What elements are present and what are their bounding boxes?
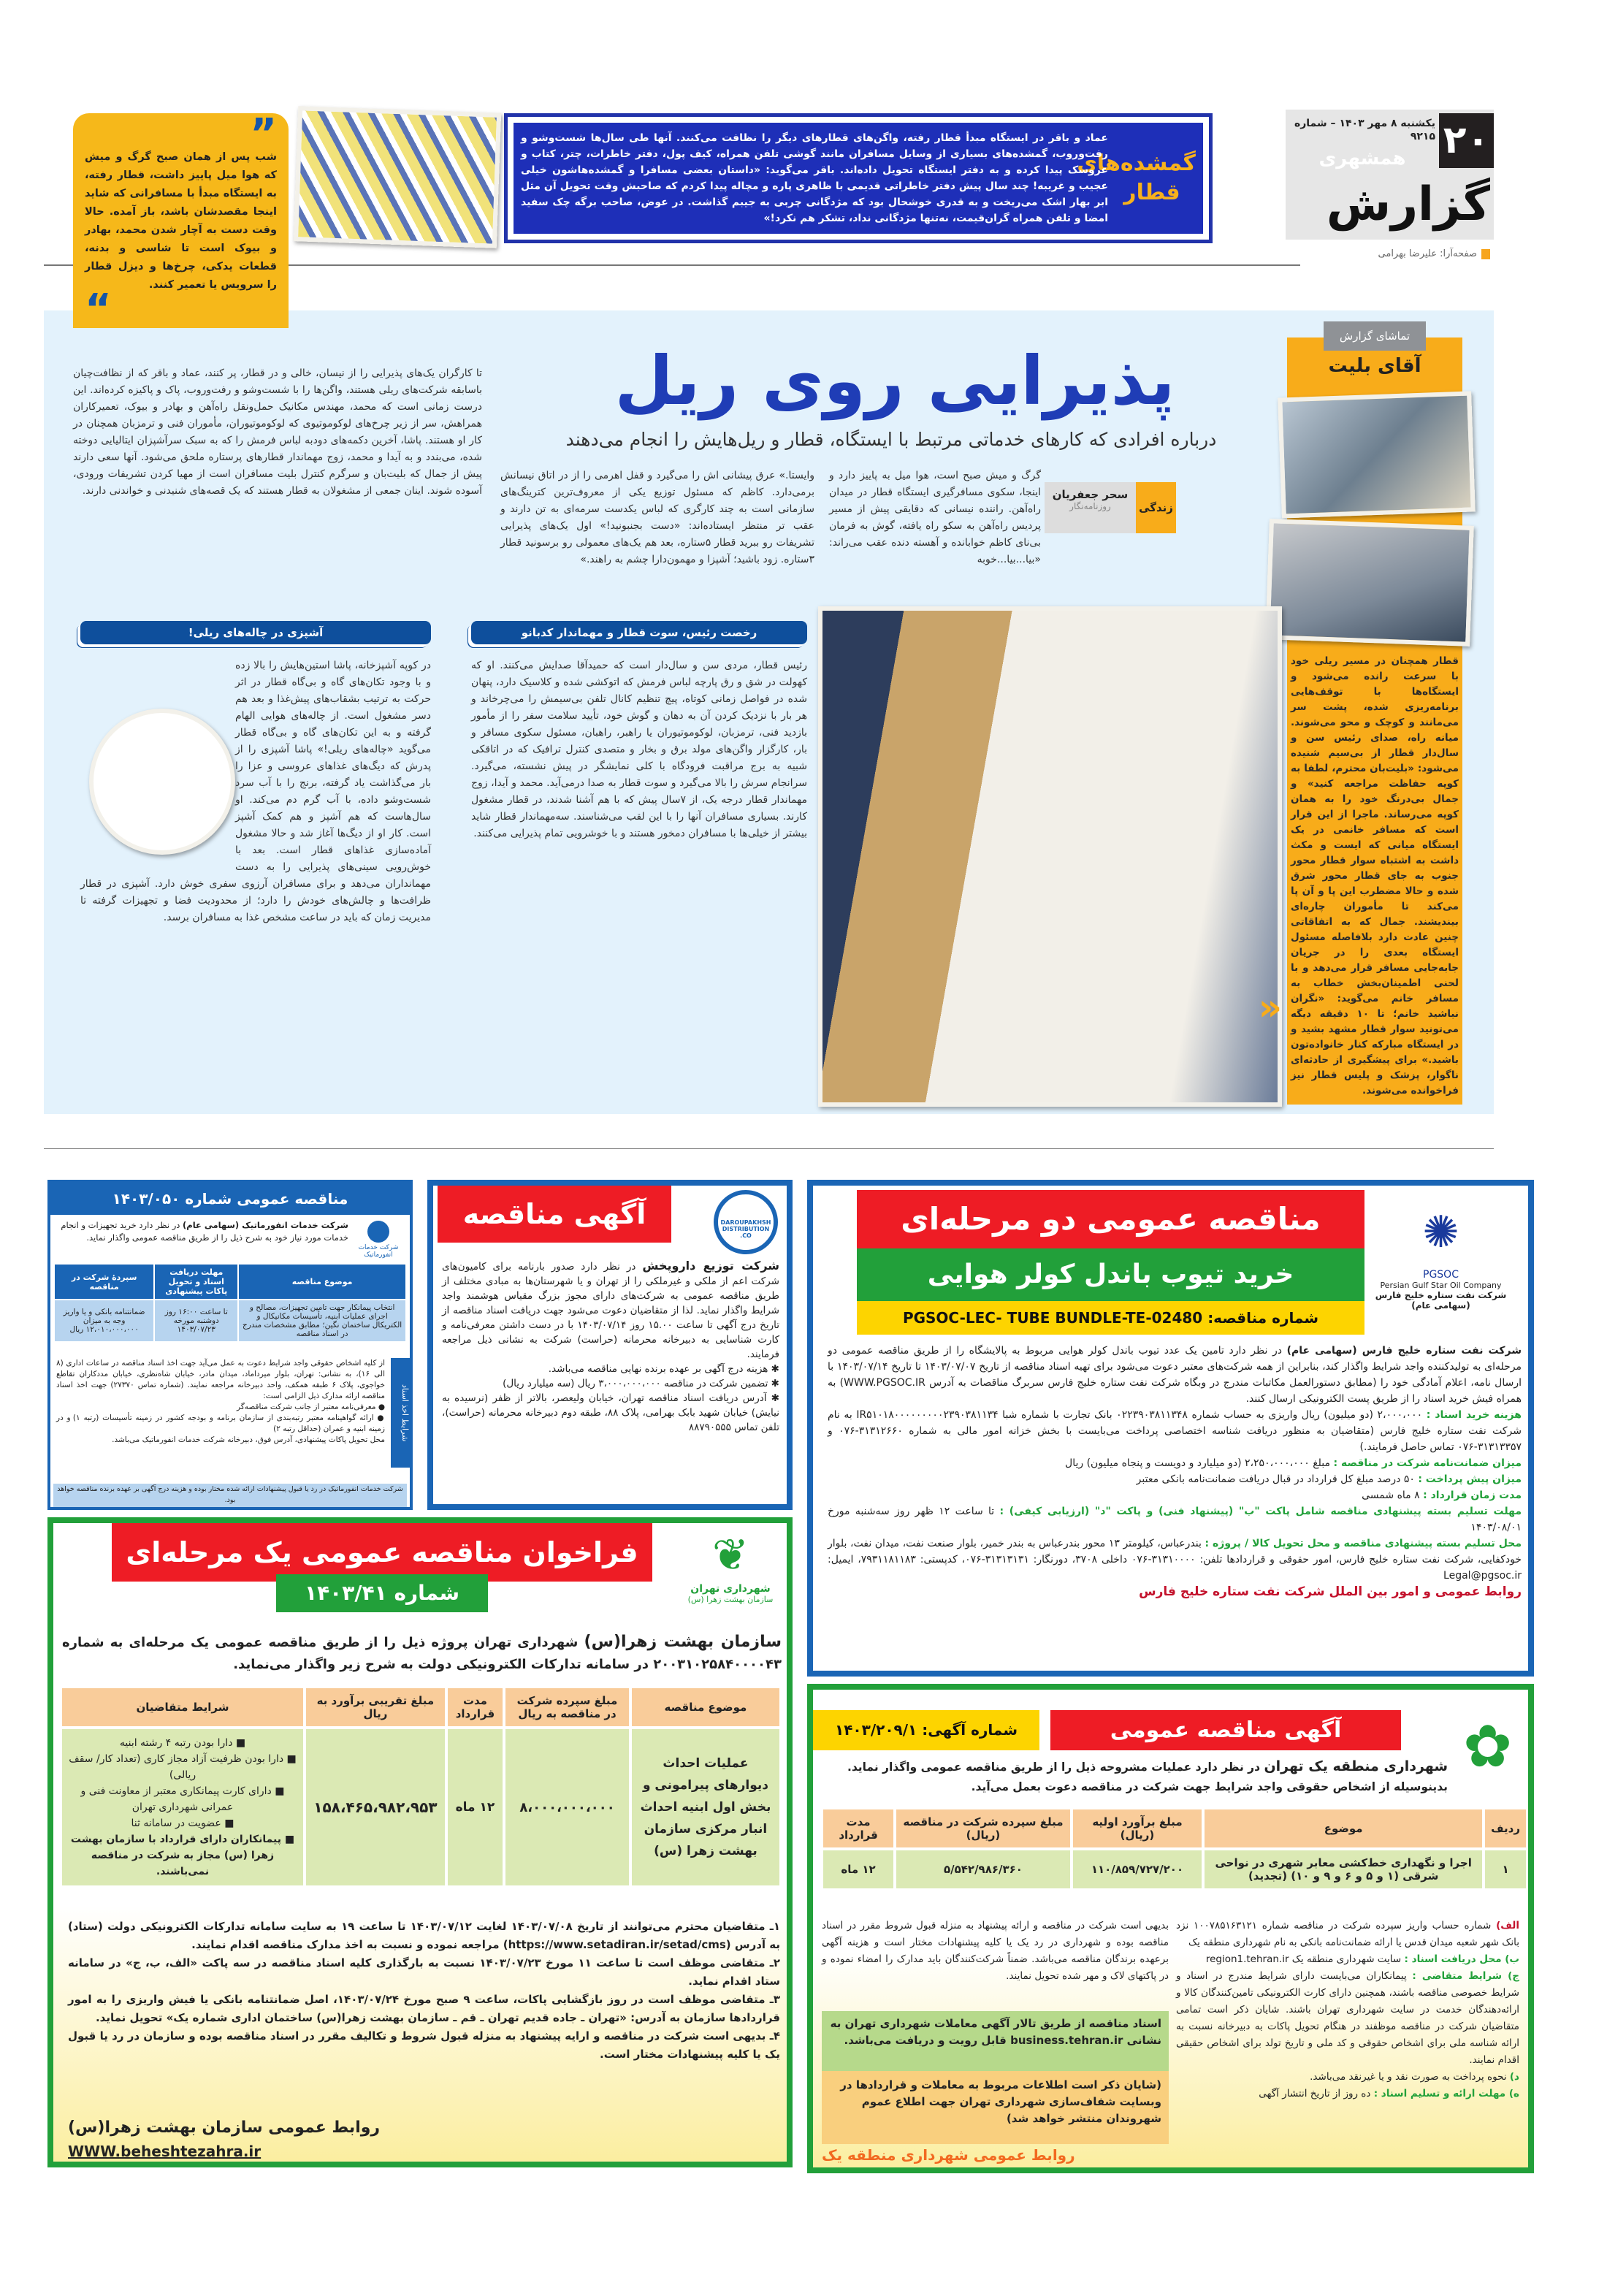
item-label: هزینه خرید اسناد : [1426,1409,1522,1421]
informatic-conditions: از کلیه اشخاص حقوقی واجد شرایط دعوت به عمل می‌آید جهت اخذ اسناد مناقصه در ساعات اداری (۸ الی ۱۶)، به نشانی: تهران، بلوار میرداماد، میدان مادر، خیابان شاه‌نظری، خیابان مددکاران تقاطع خواجوی، پلاک ۶ طبقه همکف، واحد دبیرخانه مراجعه نمایند. (شماره تماس ۲۷۳۷۰) جهت اخذ اسناد مناقصه ارائه مدارک ذیل الزامی است: ● معرفی‌نامه معتبر از جانب شرکت مناقصه‌گر ● ارائه گواهینامه معتبر رتبه‌بندی از سازمان برنامه و بودجه کشور در زمینه تأسیسات (رتبه ۱) و در زمینه ابنیه و عمران (حداقل رتبه ۲) محل تحویل پاکات پیشنهادی، آدرس فوق، دبیرخانه شرکت خدمات انفورماتیک می‌باشد. [56,1359,386,1444]
sidebar-title: آقای بلیت [1328,355,1421,377]
column-header: مبلغ تقریبی برآورد به ریال [306,1688,445,1726]
pgsoc-company: شرکت نفت ستاره خلیج فارس (سهامی عام) [1286,1345,1522,1357]
chevron-left-icon: « [1258,986,1282,1029]
pgsoc-number: PGSOC-LEC- TUBE BUNDLE-TE-02480 [902,1309,1203,1327]
condition: دارا بودن ظرفیت آزاد مجاز کاری (تعداد کار/ سقف ریالی) [69,1753,284,1781]
behesht-number: شماره ۱۴۰۳/۴۱ [276,1574,488,1612]
note: ۳ـ متقاضی موظف است در روز بازگشایی پاکات، ساعت ۹ صبح مورخ ۱۴۰۳/۰۷/۲۴، اصل ضمانتنامه بانکی یا فیش واریزی را به امور قراردادها سازمان به آدرس: «تهران ـ جاده قدیم تهران ـ قم ـ سازمان بهشت زهرا(س) ساختمان اداری شماره یک» تحویل نماید. [68,1993,781,2024]
condition: دارای کارت پیمانکاری معتبر از معاونت فنی و عمرانی شهرداری تهران [80,1785,272,1813]
condition: دارا بودن رتبه ۴ رشته ابنیه [119,1737,233,1749]
table-cell: ۸،۰۰۰،۰۰۰،۰۰۰ [505,1729,629,1885]
table-cell: ضمانتنامه بانکی و یا واریز وجه به میزان ۱۲،۰۱۰،۰۰۰،۰۰۰ ریال [55,1300,153,1341]
item-label: محل تسلیم بسته پیشنهادی مناقصه و محل تحویل کالا / پروژه : [1205,1538,1522,1549]
informatic-logo-icon [367,1221,389,1243]
lost-items-box [504,113,1213,243]
section-2-text: در کوپه آشپزخانه، پاشا استین‌هایش را بالا زده و با وجود تکان‌های گاه و بی‌گاه قطار در اثر حرکت به ترتیب بشقاب‌های پیش‌غذا و بعد هم دسر مشغول است. از چاله‌های هوایی الهام گرفته و به این تکان‌های گاه و بی‌گاه قطار می‌گوید «چاله‌های ریلی!» پاشا آشپزی را از پدرش که دیگ‌های غذاهای عروسی و عزا را بار می‌گذاشت یاد گرفته، برنج را با آب سرد شست‌وشو داده، با آب گرم دم می‌کند. او سال‌هاست که هم آشپز و هم کمک آشپز است. کار او از دیگ‌ها آغاز شد و حالا مشغول آماده‌سازی غذاهای قطار است. بعد با خوش‌رویی سینی‌های پذیرایی را به دست مهمانداران می‌دهد و برای مسافران آرزوی سفری خوش دارد. آشپزی در قطار ظرافت‌ها و چالش‌های خودش را دارد؛ از محدودیت فضا و تجهیزات گرفته تا مدیریت زمان که باید در ساعت مشخص غذا به مسافران برسد. [80,660,431,923]
pgsoc-logo-en: Persian Gulf Star Oil Company [1380,1281,1502,1290]
article-title: پذیرایی روی ریل [614,342,1175,420]
note: ۱ـ متقاضیان محترم می‌توانند از تاریخ ۱۴۰۳/۰۷/۰۸ لغایت ۱۴۰۳/۰۷/۱۲ تا ساعت ۱۹ به سایت سامانه تدارکات الکترونیکی دولت (ستاد) به آدرس (https://www.setadiran.ir/setad/cms) مراجعه نموده و نسبت به اخذ مدارک مناقصه اقدام نمایند. [68,1920,781,1951]
informatic-company: شرکت خدمات انفورماتیک (سهامی عام) [183,1220,348,1230]
table-cell: ۵/۵۴۲/۹۸۶/۳۶۰ [896,1850,1070,1888]
tulip-icon: ❦ [711,1530,749,1581]
item-value: بندرعباس، کیلومتر ۱۳ محور بندرعباس به بندر خمیر، بلوار صنعت نفت، میدان نفت، بلوار خودکفایی، شرکت نفت ستاره خلیج فارس، امور حقوقی و قراردادها تلفن: ۳۱۳۱۰۰۰۰-۰۷۶ داخلی ۳۷۰۸، دورنگار: ۳۱۳۱۳۱۳۱-۰۷۶، کدپستی: ۷۹۳۱۱۸۱۱۸۳، ایمیل: Legal@pgsoc.ir [828,1538,1522,1582]
item-value: ۸ ماه شمسی [1362,1490,1420,1501]
clause-text: شماره حساب واریز سپرده شرکت در مناقصه شماره ۱۰۰۷۸۵۱۶۳۱۲۱ نزد بانک شهر شعبه میدان قدس یا ارائه ضمانت‌نامه بانکی به نام شهرداری منطقه یک [1176,1920,1519,1948]
section-1-text: رئیس قطار، مردی سن و سال‌دار است که حمیدآقا صدایش می‌کنند. او که کهولت در شق و رق پارچه لباس فرمش که اتوکشی شده و کلاسیک دارد، پنهان شده در فواصل زمانی کوتاه، پیچ تنظیم کانال تلفن بی‌سیمش را می‌چرخاند و هر بار با نزدیک کردن آن به دهان و گوش خود، تأیید سلامت سفر را از مأمور بازدید فنی، ترمزبان، لوکوموتیوران یا راهبر، راهبان، مسئول سکوی مسافر و بار، کارگزار واگن‌های مولد برق و بخار و متصدی کنترل ترافیک که در اتاقکی شبیه به برج مراقبت فرودگاه با کلی نمایشگر در پیش نشسته، می‌گیرد. سرانجام سرش را بالا می‌گیرد و سوت قطار به صدا درمی‌آید. محمد و آیدا، زوج مهماندار قطار درجه یک، از ۷سال پیش که با هم آشنا شدند، در قطار مشغول کارند. بسیاری مسافران آنها را با این لقب می‌شناسند. سه‌مهماندار قطار شاید بیشتر از خیلی‌ها با مسافران دمخور هستند و با خوشرویی تمام پذیرایی می‌کنند. [471,660,807,839]
section-2-block [80,657,431,926]
table-row [62,1729,779,1885]
behesht-intro-text: شهرداری تهران پروژه ذیل را از طریق مناقصه عمومی یک مرحله‌ای به شماره ۲۰۰۳۱۰۲۵۸۴۰۰۰۰۴۳ در سامانه تدارکات الکترونیکی دولت به شرح زیر واگذار می‌نماید. [62,1635,782,1672]
ticket-inspector-photo-1 [1278,391,1476,518]
region1-footer: روابط عمومی شهرداری منطقه یک [822,2146,1075,2164]
behesht-org: سازمان بهشت زهرا(س) [584,1633,782,1651]
clause-label: د) [1509,2071,1519,2083]
pgsoc-number-label: شماره مناقصه: [1207,1309,1319,1327]
column-header: شرایط متقاضیان [62,1688,303,1726]
food-trays-photo [294,106,501,248]
behesht-table [59,1685,782,1888]
page-number: ۲۰ [1439,113,1494,168]
lost-items-body: عماد و باقر در ایستگاه مبدأ قطار رفته، واگن‌های قطارهای دیگر را نظافت می‌کنند. آنها طی سال‌ها شست‌وشو و رفت‌وروب، گمشده‌های بسیاری از وسایل مسافران مانند گوشی تلفن همراه، کیف پول، دفتر خاطرات، چتر، کتاب و عروسک پیدا کرده و به دفتر ایستگاه تحویل داده‌اند. باقر می‌گوید: «داستان بعضی مسافرا و گمشده‌هاشون خیلی عجیب و غریبه! چند سال پیش دفتر خاطراتی قدیمی با ظاهری پاره و مچاله پیدا کردم که صاحبش وقت تحویل آن مثل ابر بهار اشک می‌ریخت و به قدری خوشحال بود که مژدگانی چربی به جیبم گذاشت. در عوض، صاحب برگه چک سفید امضا و تلفن همراه گران‌قیمت، نه‌تنها مژدگانی نداد، تشکر هم نکرد!» [521,132,1108,224]
item-label: میزان پیش پرداخت : [1418,1473,1522,1485]
pgsoc-title: مناقصه عمومی دو مرحله‌ای [857,1190,1364,1248]
region1-number: شماره آگهی: ۱۴۰۳/۲۰۹/۱ [813,1710,1039,1750]
table-row [823,1850,1526,1888]
informatic-tender-ad [47,1180,413,1510]
table-cell: ۱۲ ماه [823,1850,893,1888]
quote-close-icon: “ [85,286,112,333]
region1-box-documents: اسناد مناقصه از طریق تالار آگهی معاملات شهرداری تهران به نشانی business.tehran.ir قابل رویت و دریافت می‌باشد. [822,2011,1169,2071]
ticket-inspector-photo-2 [1265,519,1474,647]
tehran-municipality-logo [1453,1712,1522,1781]
clause-text: ده روز از تاریخ انتشار آگهی [1259,2088,1371,2099]
column-header: ردیف [1485,1809,1526,1847]
behesht-notes [68,1918,780,2064]
bullet: هزینه درج آگهی بر عهده برنده نهایی مناقصه می‌باشد. [548,1363,768,1375]
pgsoc-number-bar [857,1301,1364,1335]
issue-date: یکشنبه ۸ مهر ۱۴۰۳ – شماره ۹۲۱۵ [1294,118,1435,142]
item-label: میزان ضمانت‌نامه شرکت در مناقصه : [1333,1457,1522,1469]
pgsoc-body [828,1343,1522,1600]
table-cell: ۱۵۸،۴۶۵،۹۸۲،۹۵۳ [306,1729,445,1885]
pgsoc-logo-text: PGSOC [1423,1269,1459,1281]
note: ۴ـ بدیهی است شرکت در مناقصه و ارایه پیشنهاد به منزله قبول شروط و تکالیف مقرر در اسناد مناقصه بوده و سازمان در رد یا قبول یک یا کلیه پیشنهادات مختار است. [68,2029,780,2061]
informatic-title: مناقصه عمومی شماره ۱۴۰۳/۰۵۰ [50,1183,410,1215]
tehran-municipality-logo [683,1528,778,1604]
column-header: موضوع مناقصه [239,1265,405,1299]
pgsoc-logo-icon: ✺ [1422,1207,1459,1258]
clause-text: سایت شهرداری منطقه یک region1.tehran.ir [1205,1953,1402,1965]
daroupakhsh-logo: DAROUPAKHSH DISTRIBUTION CO. [714,1190,778,1254]
sidebar-text: قطار همچنان در مسیر ریلی خود با سرعت رانده می‌شود و ایستگاه‌ها با توقف‌هایی برنامه‌ریزی شده، پشت سر می‌مانند و کوچک و محو می‌شوند. میانه راه، صدای رئیس سن و سال‌دار قطار از بی‌سیم شنیده می‌شود: «بلیت‌بان محترم، لطفا به کوپه حفاظت مراجعه کنید» و جمال بی‌درنگ خود را به همان کوپه می‌رساند. ماجرا از این قرار است که مسافر خانمی در یک ایستگاه میانی که ایست و مکث داشت به اشتباه سوار قطار محور جنوب به جای قطار محور شرق شده و حالا مضطرب این پا و آن پا می‌کند تا مأموران چاره‌ای بیندیشند. جمال که به اتفاقاتی چنین عادت دارد بلافاصله مسئول ایستگاه بعدی را در جریان جابه‌جایی مسافر قرار می‌دهد و با لحنی اطمینان‌بخش خطاب به مسافر خانم می‌گوید: «نگران نباشید خانم؛ تا ۱۰ دقیقه دیگه می‌تونید سوار قطار مشهد بشید و در ایستگاه مبارکه کنار خانواده‌تون باشید.» برای پیشگیری از حادثه‌ای ناگوار، پزشک و پلیس قطار نیز فراخوانده می‌شوند. [1291,655,1459,1096]
article-lead: گرگ و میش صبح است، هوا میل به پاییز دارد و اینجا، سکوی مسافرگیری ایستگاه قطار در میدان راه‌آهن. راننده نیسانی که دقایقی پیش از مسیر پردیس راه‌آهن به سکو راه یافته، گوش به فرمان بی‌نای کاظم خوابانده و آهسته دنده عقب می‌راند: «بیا...بیا...خوبه [829,470,1041,565]
section-heading-2: آشپزی در چاله‌های ریلی! [80,621,431,644]
menu-card-photo [89,709,235,855]
column-header: موضوع مناقصه [632,1688,779,1726]
column-header: موضوع [1205,1809,1482,1847]
table-cell: تا ساعت ۱۶:۰۰ روز دوشنبه مورخه ۱۴۰۳/۰۷/۲۳ [155,1300,237,1341]
newspaper-logo: همشهری [1318,148,1406,169]
behesht-zahra-tender-ad [47,1517,793,2167]
informatic-intro [56,1219,348,1244]
article-subtitle: درباره افرادی که کارهای خدماتی مرتبط با ایستگاه، قطار و ریل‌هایش را انجام می‌دهند [565,429,1217,450]
column-header: مهلت دریافت اسناد و تحویل پاکات پیشنهادی [155,1265,237,1299]
section-heading-1: رخصت رئیس، سوت قطار و مهماندار کدبانو [471,621,807,644]
table-row [55,1300,405,1341]
table-cell: عملیات احداث دیوارهای پیرامونی و بخش اول ابنیه احداث انبار مرکزی سازمان بهشت زهرا (س) [632,1729,779,1885]
informatic-footer: شرکت خدمات انفورماتیک در رد یا قبول پیشنهادات ارائه شده مختار بوده و هزینه درج آگهی بر عهده برنده مناقصه خواهد بود. [53,1484,407,1507]
conditions-cell: ■ دارا بودن رتبه ۴ رشته ابنیه ■ دارا بودن ظرفیت آزاد مجاز کاری (تعداد کار/ سقف ریالی) ■ دارای کارت پیمانکاری معتبر از معاونت فنی و عمرانی شهرداری تهران ■ عضویت در سامانه ثنا ■ پیمانکاران دارای قرارداد با سازمان بهشت زهرا (س) مجاز به شرکت در مناقصه نمی‌باشند. [62,1729,303,1885]
table-cell: انتخاب پیمانکار جهت تامین تجهیزات، مصالح و اجرای عملیات ابنیه، تأسیسات مکانیکال و الکتریکال ساختمان نگین؛ مطابق مشخصات مندرج در اسناد مناقصه [239,1300,405,1341]
daroupakhsh-text: در نظر دارد صدور بارنامه برای کامیون‌های شرکت اعم از ملکی و غیرملکی را از تهران و یا شهرستان‌ها به مبادی مختلف از طریق مناقصه عمومی به شرکت‌های دارای مجوز بزرگ مقیاس هوشمند واجد شرایط واگذار نماید. لذا از متقاضیان دعوت می‌شود جهت دریافت اسناد مناقصه از تاریخ درج آگهی تا ساعت ۱۵.۰۰ روز ۱۴۰۳/۰۷/۱۴ با در دست داشتن معرفی‌نامه و کارت شناسایی به دبیرخانه محرمانه (حراست) شرکت به نشانی ذیل مراجعه فرمایند. [442,1261,779,1360]
condition: پیمانکاران دارای قرارداد با سازمان بهشت زهرا (س) مجاز به شرکت در مناقصه نمی‌باشند. [70,1834,281,1877]
column-header: مبلغ برآورد اولیه (ریال) [1073,1809,1202,1847]
article-column-2: وایستا.» عرق پیشانی اش را می‌گیرد و قفل اهرمی را از در اتاق نیسانش برمی‌دارد. کاظم که مسئول توزیع یکی از معروف‌ترین کترینگ‌های سازمانی است به چند کارگری که لباس یکدست سرمه‌ای به تن دارند و عقب تر منتظر ایستاده‌اند: «دست بجنبونید!» اول یک‌های پذیرایی تشریفات رو ببرید قطار ۵ستاره، بعد هم یک‌های معمولی رو برسونید قطار ۳ستاره. زود باشید؛ آشپزا و مهمون‌دارا چشم به راهند.» [500,470,814,565]
bullet: تضمین شرکت در مناقصه ۳،۰۰۰،۰۰۰،۰۰۰ ریال (سه میلیارد ریال) [503,1378,768,1389]
region1-intro [820,1757,1448,1797]
bullet: آدرس دریافت اسناد مناقصه تهران، خیابان ولیعصر، بالاتر از ظفر (نرسیده به نیایش) خیابان شهید بابک بهرامی، پلاک ۸۸، طبقه دوم دبیرخانه محرمانه (حراست)، تلفن تماس ۸۸۷۹۰۵۵۵ [442,1392,779,1433]
region1-title: آگهی مناقصه عمومی [1050,1710,1401,1750]
pgsoc-intro: در نظر دارد تامین یک عدد تیوب باندل کولر هوایی مربوط به پالایشگاه را از طریق مناقصه عمومی دو مرحله‌ای به تولیدکننده واجد شرایط واگذار کند، بنابراین از همه شرکت‌های معتبر دعوت می‌شود برای تهیه اسناد مناقصه از تاریخ ۱۴۰۳/۰۷/۰۷ تا تاریخ ۱۴۰۳/۰۷/۱۴ با ارسال نامه، اعلام آمادگی خود را (مطابق دستورالعمل مکاتبات مندرج در وبگاه شرکت نفت ستاره خلیج فارس سربرگ مناقصات به آدرس WWW.PGSOC.IR) به همراه فیش خرید اسناد را از طریق پست الکترونیکی ارسال کنند. [828,1345,1522,1405]
conditions-text: از کلیه اشخاص حقوقی واجد شرایط دعوت به عمل می‌آید جهت اخذ اسناد مناقصه در ساعات اداری (۸ الی ۱۶)، به نشانی: تهران، بلوار میرداماد، میدان مادر، خیابان شاه‌نظری، خیابان مددکاران تقاطع خواجوی، پلاک ۶ طبقه همکف، واحد دبیرخانه مراجعه نمایند. (شماره تماس ۲۷۳۷۰) جهت اخذ اسناد مناقصه ارائه مدارک ذیل الزامی است: [56,1359,385,1400]
logo-icon: ✿ [1462,1712,1513,1780]
informatic-logo-text: شرکت خدمات انفورماتیک [358,1244,399,1259]
column-header: سپردهٔ شرکت در مناقصه [55,1265,153,1299]
region1-table [820,1807,1529,1891]
chef-photo [818,606,1282,1107]
informatic-logo [353,1221,404,1259]
clause-label: الف) [1496,1920,1520,1931]
daroupakhsh-company: شرکت توزیع داروپخش [642,1259,780,1273]
region1-tender-ad [807,1684,1534,2173]
item-value: ۲،۰۰۰،۰۰۰ (دو میلیون) ریال واریزی به حساب شماره ۰۲۲۳۹۰۳۸۱۱۳۴۸ بانک تجارت با شماره شبا IR۵۱۰۱۸۰۰۰۰۰۰۰۰۰۲۳۹۰۳۸۱۱۳۴ به نام شرکت نفت ستاره خلیج فارس (متقاضیان به منظور دریافت شناسه اختصاصی پرداخت می‌بایست با بخش خزانه امور مالی به شماره ۳۱۳۱۲۶۶۰-۰۷۶ و ۳۱۳۱۳۳۵۷-۰۷۶ تماس حاصل فرمایند.) [828,1409,1522,1453]
clause-label: ج) شرایط متقاضی : [1412,1970,1519,1982]
region1-intro-text: در نظر دارد عملیات مشروحه ذیل را از طریق مناقصه عمومی واگذار نماید. بدینوسیله از اشخاص حقوقی واجد شرایط جهت شرکت در مناقصه دعوت بعمل می‌آید. [847,1761,1448,1793]
informatic-table [53,1263,407,1343]
informatic-intro-text: در نظر دارد خرید تجهیزات و انجام خدمات مورد نیاز خود به شرح ذیل را از طریق مناقصه عمومی واگذار نماید. [61,1220,348,1243]
daroupakhsh-body: شرکت توزیع داروپخش در نظر دارد صدور بارنامه برای کامیون‌های شرکت اعم از ملکی و غیرملکی را از تهران و یا شهرستان‌ها به مبادی مختلف از طریق مناقصه عمومی به شرکت‌های دارای مجوز بزرگ مقیاس هوشمند واجد شرایط واگذار نماید. لذا از متقاضیان دعوت می‌شود جهت دریافت اسناد مناقصه از تاریخ درج آگهی تا ساعت ۱۵.۰۰ روز ۱۴۰۳/۰۷/۱۴ با در دست داشتن معرفی‌نامه و کارت شناسایی به دبیرخانه محرمانه (حراست) شرکت به نشانی ذیل مراجعه فرمایند. ✱ هزینه درج آگهی بر عهده برنده نهایی مناقصه می‌باشد. ✱ تضمین شرکت در مناقصه ۳،۰۰۰،۰۰۰،۰۰۰ ریال (سه میلیارد ریال) ✱ آدرس دریافت اسناد مناقصه تهران، خیابان ولیعصر، بالاتر از ظفر (نرسیده به نیایش) خیابان شهید بابک بهرامی، پلاک ۸۸، طبقه دوم دبیرخانه محرمانه (حراست)، تلفن تماس ۸۸۷۹۰۵۵۵ [442,1259,780,1433]
note: ۲ـ متقاضی موظف است تا ساعت ۱۱ مورخ ۱۴۰۳/۰۷/۲۳ نسبت به بارگذاری کلیه اسناد مناقصه در سه پاکت «الف، ب، ج» در سامانه ستاد اقدام نماید. [68,1956,780,1988]
table-cell: ۱ [1485,1850,1526,1888]
column-header: مدت قرارداد [823,1809,893,1847]
logo-text: شهرداری تهران [690,1583,771,1595]
pgsoc-logo [1362,1196,1519,1311]
delivery-text: محل تحویل پاکات پیشنهادی، آدرس فوق، دبیرخانه شرکت خدمات انفورماتیک می‌باشد. [112,1435,385,1444]
column-header: مدت قرارداد [448,1688,503,1726]
author-box [1045,482,1176,533]
behesht-footer: روابط عمومی سازمان بهشت زهرا(س) [68,2118,381,2137]
section-title: گزارش [1326,178,1490,232]
informatic-side-label: شرایط اخذ اسناد [391,1358,410,1468]
bullet: ارائه گواهینامه معتبر رتبه‌بندی از سازمان برنامه و بودجه کشور در زمینه تأسیسات (رتبه ۱) و در زمینه ابنیه و عمران (حداقل رتبه ۲) [56,1414,385,1433]
clause-label: ب) محل دریافت اسناد : [1404,1953,1519,1965]
daroupakhsh-tender-ad [427,1180,793,1510]
region1-clauses [1176,1918,1519,2102]
clause-label: ه) مهلت ارائه و تسلیم اسناد : [1373,2088,1519,2099]
behesht-intro [62,1631,782,1676]
pull-quote [73,110,289,333]
table-cell: اجرا و نگهداری خط‌کشی معابر شهری در نواحی شرقی (۱ و ۵ و ۶ و ۹ و ۱۰) (تجدید) [1205,1850,1482,1888]
table-cell: ۱۲ ماه [448,1729,503,1885]
clause-text: پیمانکاران می‌بایست دارای شرایط مندرج در اسناد و شرایط خصوصی مناقصه باشند، همچنین دارای کارت الکترونیکی تامین‌کنندگان کالا و ارائه‌دهندگان خدمت در سایت شهرداری تهران باشند. شایان ذکر است تمامی متقاضیان شرکت در مناقصه موظفند در هنگام تحویل پاکات به دبیرخانه نسبت به ارائه شناسه ملی برای اشخاص حقوقی و کد ملی و تاریخ تولد برای اشخاص حقیقی اقدام نمایند. [1176,1970,1519,2066]
quote-text: شب پس از همان صبح گرگ و میش که هوا میل پاییز داشت، قطار رفته، به ایستگاه مبدأ با مسافرانی که شاید اینجا مقصدشان باشد، باز آمده. حالا وقت دست به آچار شدن محمد، بهادر و بیوک است تا شاسی و بدنه، قطعات یدکی، چرخ‌ها و دیزل قطار را سرویس یا تعمیر کنند. [85,151,277,291]
pgsoc-logo-fa: شرکت نفت ستاره خلیج فارس (سهامی عام) [1375,1290,1507,1311]
divider [44,1148,1494,1149]
daroupakhsh-title: آگهی مناقصه [438,1186,671,1243]
author-section: زندگی [1136,482,1176,533]
pgsoc-subtitle: خرید تیوب باندل کولر هوایی [857,1248,1364,1301]
table-cell: ۱۱۰/۸۵۹/۷۲۷/۲۰۰ [1073,1850,1202,1888]
column-header: مبلغ سپرده شرکت در مناقصه به ریال [505,1688,629,1726]
pgsoc-footer: روابط عمومی و امور بین الملل شرکت نفت ستاره خلیج فارس [1139,1584,1522,1599]
layout-credit: صفحه‌آرا: علیرضا بهرامی [1315,248,1490,259]
region1-box-transparency: (شایان ذکر است اطلاعات مربوط به معاملات و قراردادها در وبسایت شفاف‌سازی شهرداری تهران جهت اطلاع عموم شهروندان منتشر خواهد شد) [822,2071,1169,2144]
column-header: مبلغ سپرده شرکت در مناقصه (ریال) [896,1809,1070,1847]
author-role: روزنامه‌نگار [1069,501,1111,511]
quote-open-icon: ” [250,110,277,158]
lost-items-title: گمشده‌های قطار [1077,150,1196,205]
behesht-website-link[interactable]: WWW.beheshtezahra.ir [68,2143,262,2160]
item-value: ۵۰ درصد مبلغ کل قرارداد در قبال دریافت ضمانت‌نامه بانکی معتبر [1136,1473,1415,1485]
item-value: مبلغ ۲،۲۵۰،۰۰۰،۰۰۰ (دو میلیارد و دویست و پنجاه میلیون) ریال [1065,1457,1331,1469]
behesht-title: فراخوان مناقصه عمومی یک مرحله‌ای [112,1523,652,1582]
sidebar-tab: تماشای گزارش [1324,321,1426,351]
logo-sub: سازمان بهشت زهرا (س) [687,1595,774,1604]
region1-note: بدیهی است شرکت در مناقصه و ارائه پیشنهاد به منزله قبول شروط مقرر در اسناد مناقصه بوده و شهرداری در رد یک یا کلیه پیشنهادات مختار است و هزینه آگهی برعهده برندگان مناقصه می‌باشد. ضمناً شرکت‌کنندگان باید مدارک را امضاء نموده و در پاکتهای لاک و مهر شده تحویل نمایند. [822,1920,1169,1982]
article-column-3: تا کارگران یک‌های پذیرایی را از نیسان، خالی و در قطار، پر کنند، عماد و باقر که از نظافت‌چیان باسابقه شرکت‌های ریلی هستند، واگن‌ها را با شست‌وشو و رفت‌وروب، پاک و پاکیزه کرده‌اند. این درست زمانی است که محمد، مهندس مکانیک حمل‌ونقل راه‌آهن و بهادر و بیوک، تعمیرکاران همراهش، سر از زیر چرخ‌های لوکوموتیوی که لوکوموتیوران، مأموران فنی و ترمزبان همچنان در کار او هستند. پاشا، آخرین دکمه‌های دودبه لباس فرمش را که به سبک سرآشپزان ایتالیایی دوخته شده، می‌بندد و به آیدا و محمد، زوج مهماندار قطارهای پرستاره ملحق می‌شود. آنها سعی دارند پیش از جمال که بلیت‌بان و سرگرم کنترل بلیت مسافران است از مهیا کردن تشریفات ورودی، آسوده شوند. اینان جمعی از مشغولان به قطار هستند که یک قصه‌های شنیدنی و خواندنی دارند. [73,367,482,497]
clause-text: نحوه پرداخت به صورت نقد و یا غیرنقد می‌باشد. [1310,2071,1507,2083]
pgsoc-tender-ad [807,1180,1534,1677]
item-value: تا ساعت ۱۲ ظهر روز سه‌شنبه مورخ ۱۴۰۳/۰۸/۰۱ [828,1506,1522,1533]
condition: عضویت در سامانه ثنا [131,1818,221,1829]
author-name: سحر جعفریان [1052,488,1129,501]
bullet: معرفی‌نامه معتبر از جانب شرکت مناقصه‌گر [237,1403,376,1411]
item-label: مدت زمان قرارداد : [1423,1490,1522,1501]
item-label: مهلت تسلیم بسته پیشنهادی مناقصه شامل پاکت "ب" (پیشنهاد فنی) و پاکت "د" (ارزیابی کیفی) : [999,1506,1522,1517]
region1-org: شهرداری منطقه یک تهران [1264,1758,1448,1774]
